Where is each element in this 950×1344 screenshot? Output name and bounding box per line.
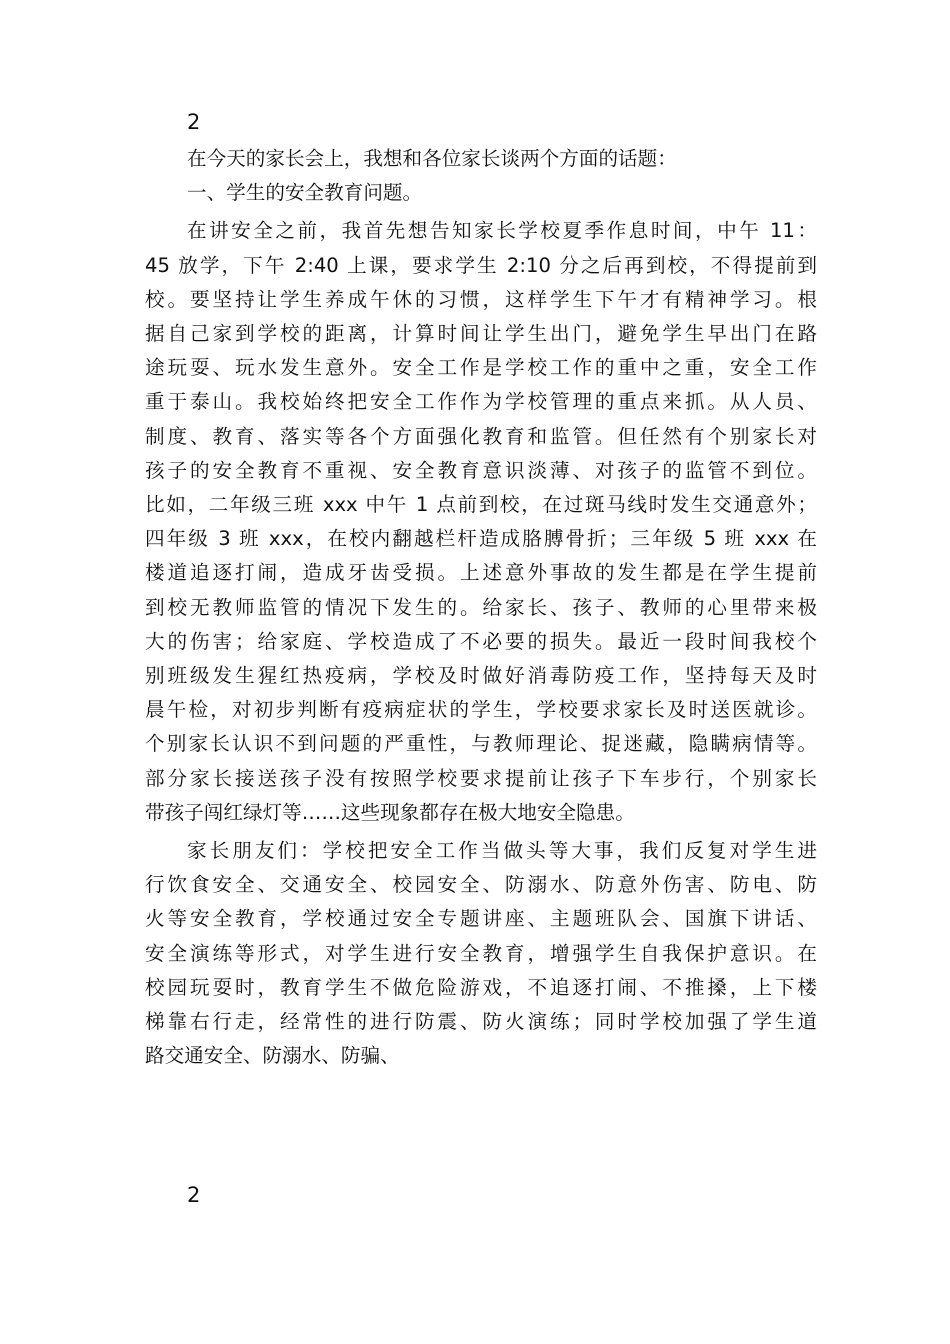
text-line: 四年级 3 班 xxx，在校内翻越栏杆造成胳膊骨折；三年级 5 班 xxx 在 (145, 527, 817, 551)
text-line: 校园玩耍时，教育学生不做危险游戏，不追逐打闹、不推搡，上下楼 (145, 975, 817, 999)
text-line: 校。要坚持让学生养成午休的习惯，这样学生下午才有精神学习。根 (145, 287, 817, 311)
text-line: 安全演练等形式，对学生进行安全教育，增强学生自我保护意识。在 (145, 941, 817, 965)
text-line: 带孩子闯红绿灯等……这些现象都存在极大地安全隐患。 (145, 800, 635, 824)
text-line: 梯靠右行走，经常性的进行防震、防火演练；同时学校加强了学生道 (145, 1010, 817, 1034)
page-number-bottom: 2 (187, 1183, 201, 1207)
text-line: 部分家长接送孩子没有按照学校要求提前让孩子下车步行，个别家长 (145, 766, 817, 790)
text-line: 孩子的安全教育不重视、安全教育意识淡薄、对孩子的监管不到位。 (145, 458, 817, 482)
text-line: 重于泰山。我校始终把安全工作作为学校管理的重点来抓。从人员、 (145, 390, 817, 414)
text-line: 45 放学，下午 2:40 上课，要求学生 2:10 分之后再到校，不得提前到 (145, 253, 817, 277)
document-body (145, 142, 817, 1073)
text-line: 火等安全教育，学校通过安全专题讲座、主题班队会、国旗下讲话、 (145, 907, 817, 931)
page-number-top: 2 (187, 110, 201, 134)
text-line: 晨午检，对初步判断有疫病症状的学生，学校要求家长及时送医就诊。 (145, 698, 817, 722)
text-line: 据自己家到学校的距离，计算时间让学生出门，避免学生早出门在路 (145, 322, 817, 346)
section-heading-safety: 一、学生的安全教育问题。 (187, 181, 423, 205)
text-line: 大的伤害；给家庭、学校造成了不必要的损失。最近一段时间我校个 (145, 629, 817, 653)
text-line: 别班级发生猩红热疫病，学校及时做好消毒防疫工作，坚持每天及时 (145, 664, 817, 688)
text-line: 行饮食安全、交通安全、校园安全、防溺水、防意外伤害、防电、防 (145, 873, 817, 897)
text-line: 比如，二年级三班 xxx 中午 1 点前到校，在过斑马线时发生交通意外； (145, 493, 817, 517)
text-line-intro: 在今天的家长会上，我想和各位家长谈两个方面的话题： (187, 147, 677, 170)
text-line: 到校无教师监管的情况下发生的。给家长、孩子、教师的心里带来极 (145, 595, 817, 619)
text-line: 制度、教育、落实等各个方面强化教育和监管。但任然有个别家长对 (145, 424, 817, 448)
text-line: 途玩耍、玩水发生意外。安全工作是学校工作的重中之重，安全工作 (145, 356, 817, 380)
text-line: 路交通安全、防溺水、防骗、 (145, 1044, 400, 1068)
text-line: 家长朋友们：学校把安全工作当做头等大事，我们反复对学生进 (187, 839, 817, 863)
text-line: 个别家长认识不到问题的严重性，与教师理论、捉迷藏，隐瞒病情等。 (145, 732, 817, 756)
text-line: 在讲安全之前，我首先想告知家长学校夏季作息时间，中午 11： (187, 219, 817, 243)
text-line: 楼道追逐打闹，造成牙齿受损。上述意外事故的发生都是在学生提前 (145, 561, 817, 585)
